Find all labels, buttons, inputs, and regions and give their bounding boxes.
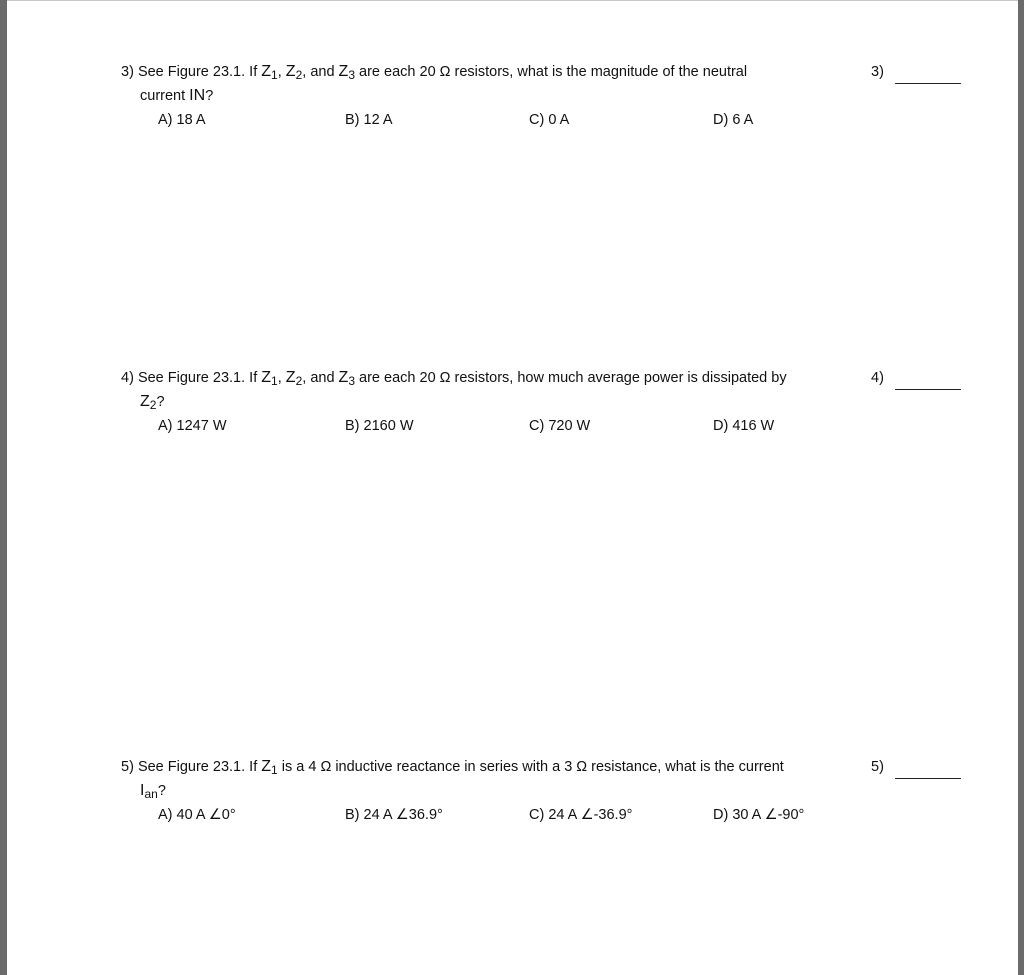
subscript: 2 (295, 374, 303, 388)
question-number: 4) (121, 370, 134, 386)
stem-text: ? (156, 394, 165, 410)
subscript: 3 (348, 68, 356, 82)
choice-b: B) 2160 W (345, 418, 414, 434)
symbol-z3: Z (338, 369, 349, 386)
symbol-z1: Z (261, 63, 272, 80)
question-number: 3) (121, 64, 134, 80)
symbol-z2: Z (285, 63, 296, 80)
symbol-z1: Z (261, 758, 272, 775)
choice-c: C) 24 A ∠-36.9° (529, 807, 633, 823)
stem-text: current (140, 88, 190, 104)
margin-question-number: 5) (871, 759, 884, 775)
subscript: 1 (271, 763, 278, 777)
margin-question-number: 4) (871, 370, 884, 386)
choice-a: A) 1247 W (158, 418, 227, 434)
symbol-z1: Z (261, 369, 272, 386)
question-5-stem-line-1 (121, 758, 784, 776)
question-4-stem-line-2 (140, 393, 165, 411)
stem-text: See Figure 23.1. If (137, 370, 262, 386)
symbol-i: I (140, 782, 145, 799)
stem-text: is a 4 Ω inductive reactance in series with a 3 Ω resistance, what is the current (277, 759, 784, 775)
stem-text: are each 20 Ω resistors, how much average power is dissipated by (355, 370, 787, 386)
choice-d: D) 30 A ∠-90° (713, 807, 805, 823)
choice-b: B) 12 A (345, 112, 393, 128)
question-4 (7, 369, 1018, 449)
question-3-stem-line-1 (121, 63, 747, 81)
choice-c: C) 0 A (529, 112, 570, 128)
stem-text: ? (157, 783, 166, 799)
subscript: 1 (271, 68, 278, 82)
viewer-left-border (0, 0, 7, 975)
answer-blank[interactable] (895, 83, 961, 84)
subscript: an (144, 787, 158, 801)
answer-blank[interactable] (895, 778, 961, 779)
subscript: 1 (271, 374, 278, 388)
symbol-i: I (189, 87, 194, 104)
choice-d: D) 6 A (713, 112, 754, 128)
margin-question-number: 3) (871, 64, 884, 80)
choice-a: A) 40 A ∠0° (158, 807, 236, 823)
question-number: 5) (121, 759, 134, 775)
stem-text: See Figure 23.1. If (137, 64, 262, 80)
symbol-z2: Z (140, 393, 150, 410)
symbol-z2: Z (285, 369, 296, 386)
subscript: 2 (149, 398, 157, 412)
answer-blank[interactable] (895, 389, 961, 390)
stem-text: See Figure 23.1. If (137, 759, 262, 775)
question-5 (7, 758, 1018, 838)
stem-text: , and (302, 64, 339, 80)
subscript: 3 (348, 374, 356, 388)
stem-text: ? (205, 88, 214, 104)
stem-text: , (277, 64, 286, 80)
choice-c: C) 720 W (529, 418, 591, 434)
stem-text: are each 20 Ω resistors, what is the magnitude of the neutral (355, 64, 748, 80)
symbol-subscript: N (193, 87, 206, 104)
question-3 (7, 63, 1018, 143)
document-page (7, 1, 1018, 975)
viewer-right-border (1018, 0, 1024, 975)
subscript: 2 (295, 68, 303, 82)
stem-text: , and (302, 370, 339, 386)
question-3-stem-line-2 (140, 87, 213, 105)
question-5-stem-line-2 (140, 782, 166, 800)
choice-b: B) 24 A ∠36.9° (345, 807, 443, 823)
choice-d: D) 416 W (713, 418, 775, 434)
question-4-stem-line-1 (121, 369, 787, 387)
choice-a: A) 18 A (158, 112, 206, 128)
stem-text: , (277, 370, 286, 386)
symbol-z3: Z (338, 63, 349, 80)
